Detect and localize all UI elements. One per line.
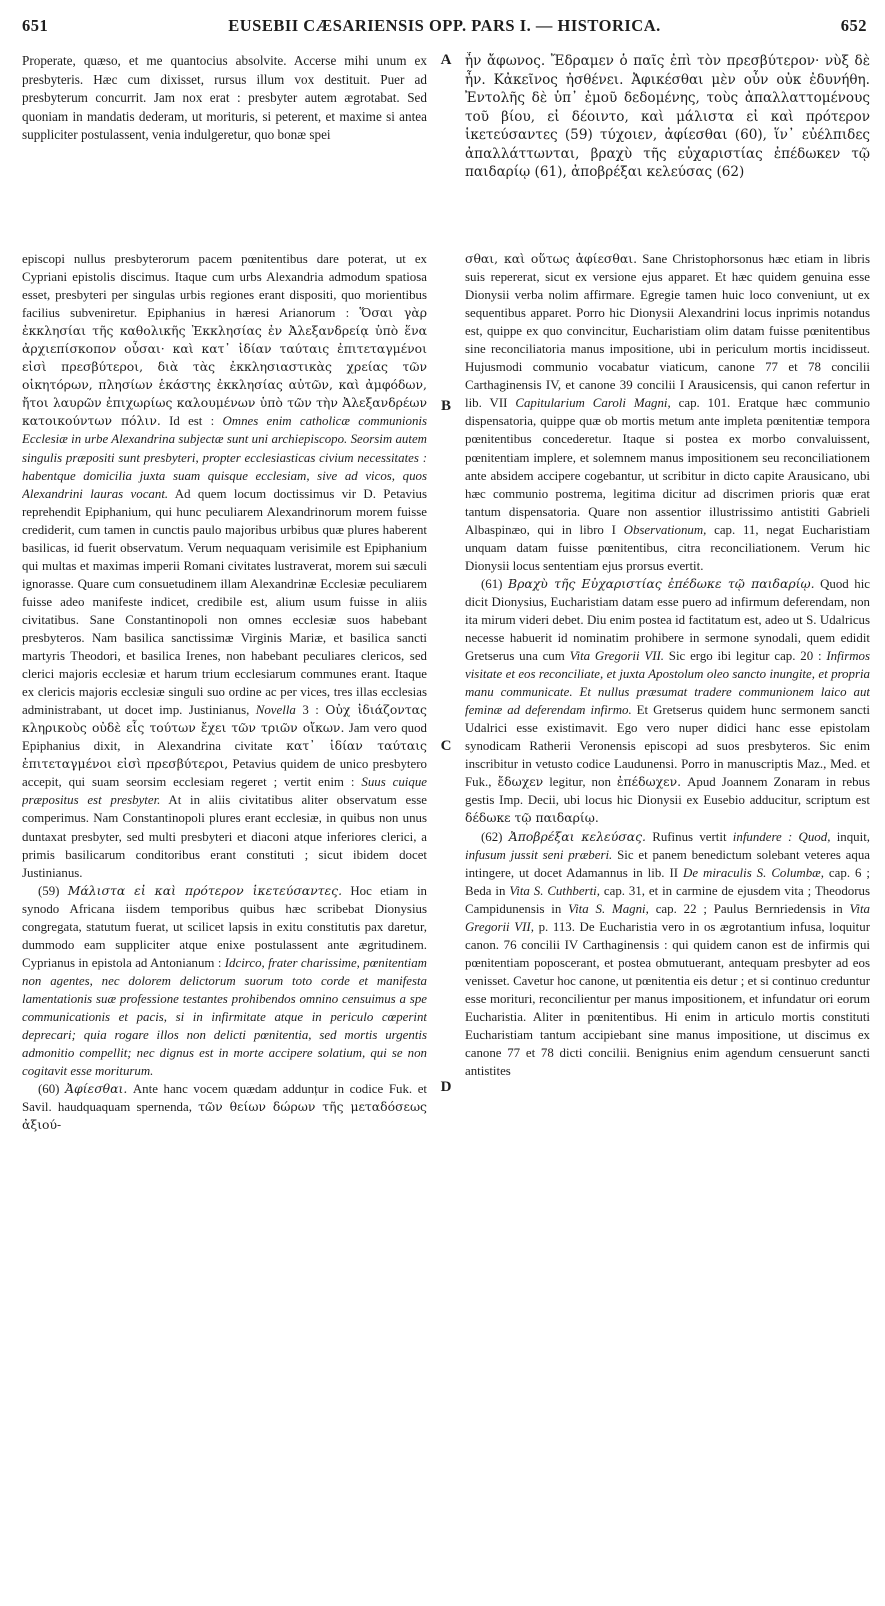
note-61 xyxy=(465,575,870,828)
text-run: cap. 101. Eratque hæc communio dispensatoria, quippe quæ ob mortis metum ante impleta pœnitentiæ tempora pœnitentibus concederetur. Itaque si postea ex morbo convaluissent, pœnitentiam implere, et solemnem manus impositionem seu reconciliationem ante absidem accipere cogebantur, ut scribitur in dicto capite Arausicano, ubi hæc communio postrema, legitima dicitur ad discrimen prioris quæ erat tantum dispensatoria. Quare non assentior illustrissimo antistiti Gabrieli Albaspinæo, qui in libro I xyxy=(465,396,870,537)
text-run: At in aliis civitatibus aliter observatum esse comperimus. Nam Constantinopoli plures erant ecclesiæ, in quibus non unus duntaxat presbyter, sed multi presbyteri et diaconi atque inferiores clerici, a primis basilicarum conditoribus erant constituti ; sicut ibidem docet Justinianus. xyxy=(22,793,427,880)
italic-quote: infundere : Quod, xyxy=(732,829,831,844)
note-lemma: Μάλιστα εἰ καὶ πρότερον ἱκετεύσαντες. xyxy=(67,882,343,898)
greek-word: ἔδωχεν xyxy=(497,774,544,790)
margin-marker-b: B xyxy=(440,398,451,414)
text-run: Et Gretserus quidem hunc sermonem sancti Udalrici esse existimavit. Ego vero nuper didici hanc esse epistolam synodicam Ratherii Veronensis episcopi ad suos presbyteros. Sic enim inscribitur in vetusto codice Laudunensi. Porro in manuscriptis Maz., Med. et Fuk., xyxy=(465,703,870,790)
italic-quote: infusum jussit seni præberi. xyxy=(465,847,613,862)
note-number: (61) xyxy=(481,576,509,591)
italic-citation: Vita Gregorii VII, xyxy=(465,901,870,934)
main-text-greek xyxy=(465,52,870,242)
italic-citation: Vita S. Magni, xyxy=(568,901,649,916)
text-run: p. 113. De Eucharistia vero in os ægrotantium infusa, loquitur canon. 76 concilii IV Carthaginensis : qui quidem canon est de infirmis qui pœnitentiam poposcerant, et postea obmutuerant, antequam presbyter ad eos venisset. Cavetur hoc canone, ut pœnitentia eis detur ; et si continuo creduntur esse morituri, reconcilientur per manus impositionem, et infundatur ori eorum Eucharistia. Aliter in pœnitentibus. Hi enim in articulo mortis constituti Eucharistiam tantum accipiebant sine manus impositione, ut discimus ex canone 77 et 78 dicti concilii. Benignius enim agendum censuerunt sancti antistites xyxy=(465,919,870,1079)
text-run: Sic ergo ibi legitur cap. 20 : xyxy=(664,649,827,664)
notes-right-column xyxy=(465,250,870,1595)
italic-citation: Observationum, xyxy=(623,522,707,537)
text-run: Apud Joannem Zonaram in rebus gestis Imp. Decii, ubi locus hic Dionysii ex Eusebio adducitur, scriptum est xyxy=(465,775,870,808)
note-59 xyxy=(22,882,427,1081)
italic-citation: De miraculis S. Columbæ, xyxy=(683,865,824,880)
text-run: 3 : xyxy=(295,703,326,718)
note-62 xyxy=(465,828,870,1081)
italic-citation: Capitularium Caroli Magni, xyxy=(515,396,671,411)
greek-quote: κατ᾽ ἰδίαν ταύταις ἐπιτεταγμένοι εἰσὶ πρεσβύτεροι, xyxy=(22,738,427,772)
note-lemma: Ἀποβρέξαι κελεύσας. xyxy=(508,828,646,844)
note-number: (60) xyxy=(38,1082,66,1097)
note-continuation xyxy=(465,250,870,575)
main-text-latin xyxy=(22,52,427,242)
text-run: inquit, xyxy=(830,829,870,844)
greek-quote: δέδωκε τῷ παιδαρίῳ. xyxy=(465,810,599,826)
text-run: Ante hanc vocem quædam addunțur in codice Fuk. et Savil. haudquaquam spernenda, xyxy=(22,1082,427,1115)
page-number-left: 651 xyxy=(22,16,49,35)
text-run: Jam vero quod Epiphanius dixit, in Alexandrina civitate xyxy=(22,721,427,754)
note-lemma: Βραχὺ τῆς Εὐχαριστίας ἐπέδωκε τῷ παιδαρίῳ. xyxy=(508,575,815,591)
page-number-right: 652 xyxy=(840,16,867,35)
text-run: Petavius quidem de unico presbytero accepit, qui suam seorsim ecclesiam regeret ; vertit enim : xyxy=(22,757,427,790)
text-run: cap. 22 ; Paulus Bernriedensis in xyxy=(648,901,850,916)
greek-quote: τῶν θείων δώρων τῆς μεταδόσεως ἀξιού- xyxy=(22,1099,427,1133)
italic-translation: Suus cuique præpositus est presbyter. xyxy=(22,775,427,808)
margin-marker-a: A xyxy=(440,52,452,68)
greek-paragraph: ἦν ἄφωνος. Ἔδραμεν ὁ παῖς ἐπὶ τὸν πρεσβύτερον· νὺξ δὲ ἦν. Κἀκεῖνος ἠσθένει. Ἀφικέσθαι μὲν οὖν οὐκ ἐδυνήθη. Ἐντολῆς δὲ ὑπ᾽ ἐμοῦ δεδομένης, τοὺς ἀπαλλαττομένους τοῦ βίου, εἰ δέοιντο, καὶ μάλιστα εἰ καὶ πρότερον ἱκετεύσαντες (59) τύχοιεν, ἀφίεσθαι (60), ἵν᾽ εὐέλπιδες ἀπαλλάττωνται, βραχὺ τῆς εὐχαριστίας ἐπέδωκεν τῷ παιδαρίῳ (61), ἀποβρέξαι κελεύσας (62) xyxy=(465,53,870,180)
note-number: (59) xyxy=(38,883,68,898)
note-60 xyxy=(22,1080,427,1134)
italic-citation: Novella xyxy=(255,703,296,718)
greek-quote: Ὅσαι γὰρ ἐκκλησίαι τῆς καθολικῆς Ἐκκλησίας ἐν Ἀλεξανδρείᾳ ὑπὸ ἕνα ἀρχιεπίσκοπον οὖσαι· καὶ κατ᾽ ἰδίαν ταύταις ἐπιτεταγμένοι εἰσὶ πρεσβύτεροι, διὰ τὰς ἐκκλησιαστικὰς χρείας τῶν οἰκητόρων, πλησίων ἑκάστης ἐκκλησίας αὐτῶν, καὶ ἀμφόδων, ἤτοι λαυρῶν ἐπιχωρίως καλουμένων ὑπὸ τῶν τὴν Ἀλεξανδρέων κατοικούντων πόλιν. xyxy=(22,305,427,429)
text-run: Hoc etiam in synodo Africana iisdem temporibus quibus hæc scribebat Dionysius congregata, statutum fuerat, ut scilicet lapsis in exitu constitutis pax daretur, dummodo eam suppliciter atque enixe postulassent ante ægritudinem. Cyprianus in epistola ad Antonianum : xyxy=(22,883,427,970)
note-lemma: Ἀφίεσθαι. xyxy=(65,1081,128,1097)
running-title: EUSEBII CÆSARIENSIS OPP. PARS I. — HISTORICA. xyxy=(228,16,661,35)
text-run: episcopi nullus presbyterorum pacem pœnitentibus dare poterat, ut ex Cypriani epistolis discimus. Itaque cum urbs Alexandria admodum spatiosa esset, presbyteri per singulas urbis regiones erant dispositi, quo morientibus facilius subveniretur. Epiphanius in hæresi Arianorum : xyxy=(22,252,427,321)
greek-word: ἐπέδωχεν. xyxy=(616,774,682,790)
greek-quote: Οὐχ ἰδιάζοντας κληρικοὺς οὐδὲ εἷς τούτων ἔχει τῶν τριῶν οἴκων. xyxy=(22,702,427,736)
text-run: Id est : xyxy=(160,414,223,429)
greek-quote: σθαι, καὶ οὕτως ἀφίεσθαι. xyxy=(465,251,638,266)
text-run: cap. 31, et in carmine de ejusdem vita ; Theodorus Campidunensis in xyxy=(465,883,870,916)
italic-quote: Infirmos visitate et eos reconciliate, et juxta Apostolum oleo sancto inungite, et propria manu communicate. Et nullus præsumat tradere communionem laico aut feminæ ad deferendam infirmo. xyxy=(465,649,870,718)
italic-citation: Vita S. Cuthberti, xyxy=(509,883,600,898)
text-run: Rufinus vertit xyxy=(645,829,733,844)
text-run: Sic et panem benedictum solebant veteres aqua intingere, ut docet Adamannus in lib. II xyxy=(465,847,870,880)
italic-quote: Idcirco, frater charissime, pœnitentiam non agentes, nec dolorem delictorum suorum toto corde et manifesta lamentationis suæ professione testantes prohibendos omnino censuimus a spe communicationis et pacis, si in infirmitate atque in periculo cœperint deprecari; quia rogare illos non delicti pœnitentia, sed mortis urgentis admonitio compellit; nec dignus est in morte accipere solatium, qui se non cogitavit esse moriturum. xyxy=(22,955,427,1079)
text-run: Ad quem locum doctissimus vir D. Petavius reprehendit Epiphanium, qui hunc peculiarem Alexandrinorum morem fuisse crediderit, cum tamen in cunctis paulo majoribus urbibus quæ plures haberent basilicas, id fuerit observatum. Verum nequaquam verisimile est Epiphanium qui multas et maximas imperii Romani civitates lustraverat, morem sui sæculi ignorasse. Quare cum consuetudinem illam Alexandrinæ Ecclesiæ peculiarem fuisse adeo manifeste indicet, credibile est, alium usum fuisse in aliis civitatibus. Sane Constantinopoli non omnes ecclesiæ suos habebant presbyteros. Nam basilica sanctissimæ Virginis Mariæ, et basilica sancti martyris Theodori, et basilica Irenes, non habebant peculiares clericos, sed clerici majoris ecclesiæ et harum trium ecclesiarum communes erant. Itaque ex clericis majoris ecclesiæ singuli suo ordine ac per vices, tres illas ecclesias administrabant, ut docet imp. Justinianus, xyxy=(22,486,427,718)
note-continuation xyxy=(22,250,427,882)
page-header xyxy=(22,12,867,42)
text-run: legitur, non xyxy=(543,775,617,790)
text-run: cap. 6 ; Beda in xyxy=(465,865,870,898)
text-run: cap. 11, negat Eucharistiam unquam datam fuisse pœnitentibus, citra reconciliationem. Verum hic Dionysii locus sententiam ejus prorsus evertit. xyxy=(465,522,870,573)
text-run: Quod hic dicit Dionysius, Eucharistiam datam esse puero ad infirmum deferendam, non ita mirum videri debet. Diu enim postea id factitatum est, adeo ut S. Udalricus necesse habuerit id nominatim prohibere in sermone synodali, quem edidit Gretserus una cum xyxy=(465,576,870,664)
italic-citation: Vita Gregorii VII. xyxy=(569,649,665,664)
text-run: Sane Christophorsonus hæc etiam in libris suis repererat, sicut ex versione ejus apparet. Et hæc quidem genuina esse Dionysii verba nolim affirmare. Egregie tamen huic loco conveniunt, ut ex sequentibus apparet. Porro hic Dionysii Alexandrini locus inprimis notandus est, quippe ex quo convincitur, Eucharistiam olim datam fuisse pœnitentibus sine reconciliatoria manus impositione, ubi in periculum mortis incidisseut. Hujusmodi communio vocabatur viaticum, canone 77 et 78 concilii Carthaginensis IV, et canone 39 concilii I Arausicensis, qui canon refertur in lib. VII xyxy=(465,252,870,411)
notes-left-column xyxy=(22,250,427,1595)
note-number: (62) xyxy=(481,829,509,844)
italic-translation: Omnes enim catholicæ communionis Ecclesiæ in urbe Alexandrina subjectæ sunt uni archiepiscopo. Seorsim autem singulis præpositi sunt presbyteri, propter ecclesiasticas civium necessitates : habentque domicilia juxta suam quisque ecclesiam, sive ad vicos, quos Alexandrini lauras vocant. xyxy=(22,414,427,501)
margin-marker-d: D xyxy=(440,1079,452,1095)
latin-paragraph: Properate, quæso, et me quantocius absolvite. Accerse mihi unum ex presbyteris. Hæc cum dixisset, rursus illum vox destituit. Puer ad presbyterum concurrit. Jam nox erat : presbyter autem ægrotabat. Sed quoniam in mandatis dederam, ut morituris, si peterent, et maxime si antea suppliciter postulassent, venia indulgeretur, quo bonæ spei xyxy=(22,53,427,142)
margin-marker-c: C xyxy=(440,738,452,754)
